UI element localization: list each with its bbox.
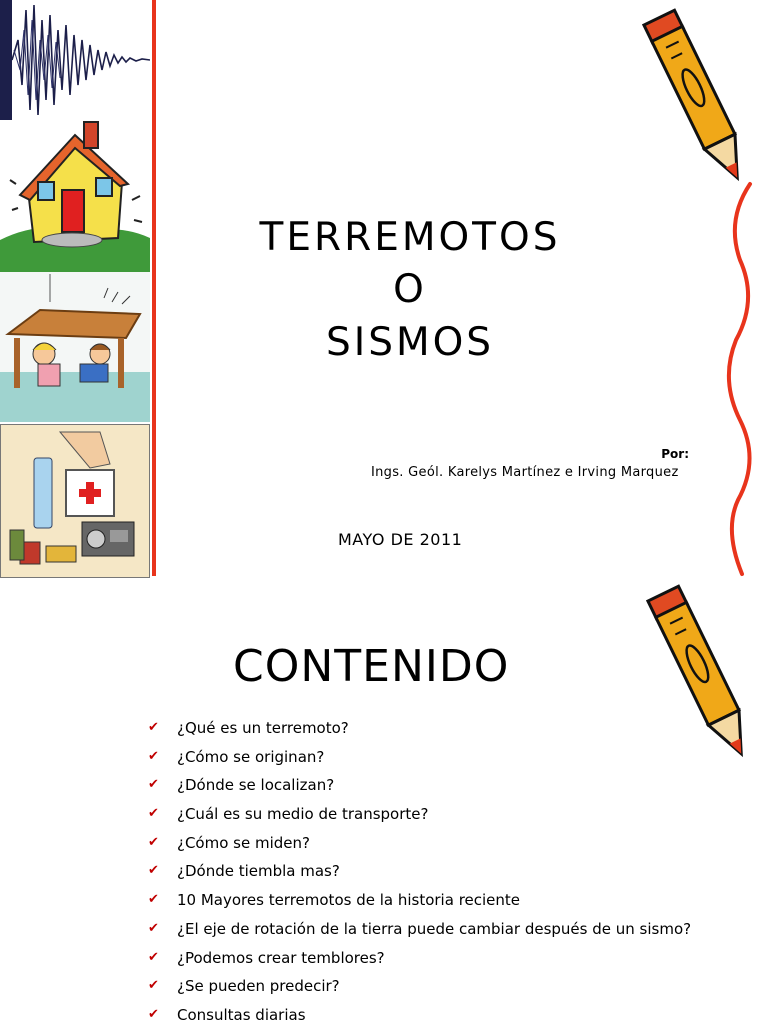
checkmark-icon: ✔ [148,720,159,735]
list-item: ✔ ¿Dónde se localizan? [148,771,691,800]
list-item: ✔ ¿Dónde tiembla mas? [148,857,691,886]
list-item: ✔ 10 Mayores terremotos de la historia reciente [148,886,691,915]
emergency-kit-image [0,424,150,578]
title-line-3: SISMOS [325,320,495,365]
contents-slide [0,578,768,1024]
list-item: ✔ ¿El eje de rotación de la tierra puede cambiar después de un sismo? [148,915,691,944]
author-names: Ings. Geól. Karelys Martínez e Irving Marquez [371,465,679,480]
checkmark-icon: ✔ [148,1006,159,1022]
decorative-squiggle [720,180,768,578]
seismogram-image [0,0,150,120]
checkmark-icon: ✔ [148,892,159,908]
list-item: ✔ ¿Podemos crear temblores? [148,944,691,973]
contents-heading: CONTENIDO [233,641,510,692]
list-item: ✔ ¿Cuál es su medio de transporte? [148,800,691,829]
pencil-icon [640,4,760,194]
checkmark-icon: ✔ [148,949,159,965]
title-line-1: TERREMOTOS [259,215,561,260]
checkmark-icon: ✔ [148,863,159,879]
checkmark-icon: ✔ [148,834,159,850]
list-item: ✔ ¿Cómo se miden? [148,829,691,858]
pencil-icon [644,580,764,770]
presentation-date: MAYO DE 2011 [338,530,463,549]
checkmark-icon: ✔ [148,806,159,822]
title-line-2: O [393,267,427,312]
checkmark-icon: ✔ [148,777,159,793]
list-item: ✔ Consultas diarias [148,1001,691,1024]
contents-list [148,714,691,1024]
list-item: ✔ ¿Se pueden predecir? [148,972,691,1001]
list-item: ✔ ¿Qué es un terremoto? [148,714,691,743]
author-label: Por: [661,447,689,461]
checkmark-icon: ✔ [148,978,159,994]
checkmark-icon: ✔ [148,920,159,936]
list-item: ✔ ¿Cómo se originan? [148,743,691,772]
checkmark-icon: ✔ [148,748,159,764]
